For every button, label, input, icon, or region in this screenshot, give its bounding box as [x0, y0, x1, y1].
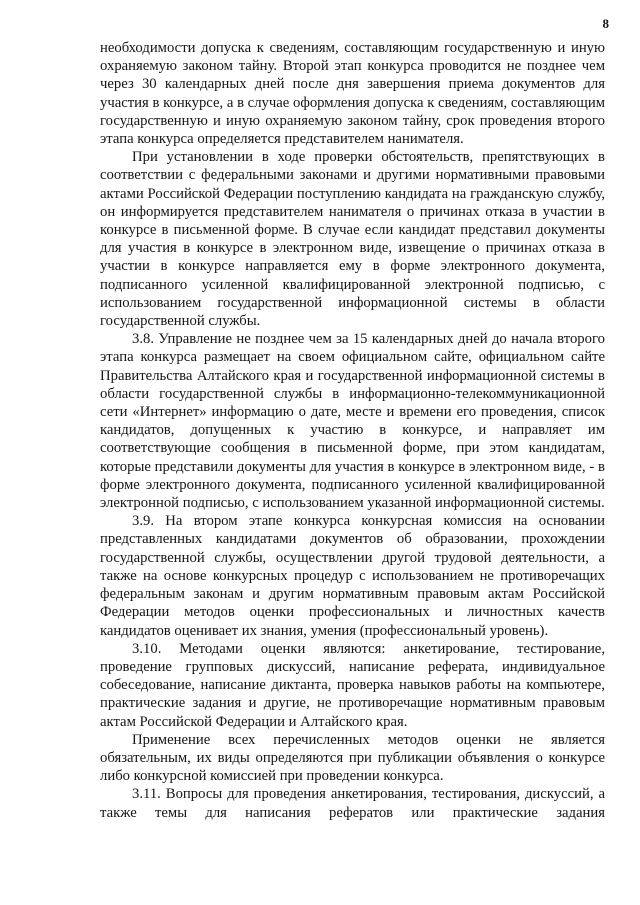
paragraph-3-10: 3.10. Методами оценки являются: анкетирование, тестирование, проведение групповых дискуссий, написание реферата, индивидуальное собеседование, написание диктанта, проверка навыков работы на компьютере, практические задания и другие, не противоречащие нормативным правовым актам Российской Федерации и Алтайского края.	[100, 640, 605, 730]
document-body	[100, 39, 605, 822]
paragraph-3-8: 3.8. Управление не позднее чем за 15 календарных дней до начала второго этапа конкурса размещает на своем официальном сайте, официальном сайте Правительства Алтайского края и государственной информационной системы в области государственной службы в информационно-телекоммуникационной сети «Интернет» информацию о дате, месте и времени его проведения, список кандидатов, допущенных к участию в конкурсе, и направляет им соответствующие сообщения в письменной форме, при этом кандидатам, которые представили документы для участия в конкурсе в электронном виде, - в форме электронного документа, подписанного усиленной квалифицированной электронной подписью, с использованием указанной информационной системы.	[100, 331, 605, 512]
page-number: 8	[602, 16, 609, 31]
paragraph-methods-application: Применение всех перечисленных методов оценки не является обязательным, их виды определяются при публикации объявления о конкурсе либо конкурсной комиссией при проведении конкурса.	[100, 731, 605, 785]
paragraph-refusal-notice: При установлении в ходе проверки обстоятельств, препятствующих в соответствии с федеральными законами и другими нормативными правовыми актами Российской Федерации поступлению кандидата на гражданскую службу, он информируется представителем нанимателя о причинах отказа в участии в конкурсе в письменной форме. В случае если кандидат представил документы для участия в конкурсе в электронном виде, извещение о причинах отказа в участии в конкурсе направляется ему в форме электронного документа, подписанного усиленной квалифицированной электронной подписью, с использованием государственной информационной системы в области государственной службы.	[100, 149, 605, 330]
paragraph-access-clearance: необходимости допуска к сведениям, составляющим государственную и иную охраняемую законом тайну. Второй этап конкурса проводится не позднее чем через 30 календарных дней после дня завершения приема документов для участия в конкурсе, а в случае оформления допуска к сведениям, составляющим государственную и иную охраняемую законом тайну, срок проведения второго этапа конкурса определяется представителем нанимателя.	[100, 40, 605, 148]
paragraph-3-11: 3.11. Вопросы для проведения анкетирования, тестирования, дискуссий, а также темы для написания рефератов или практические задания	[100, 786, 605, 821]
paragraph-3-9: 3.9. На втором этапе конкурса конкурсная комиссия на основании представленных кандидатами документов об образовании, прохождении государственной службы, осуществлении другой трудовой деятельности, а также на основе конкурсных процедур с использованием не противоречащих федеральным законам и другим нормативным правовым актам Российской Федерации методов оценки профессиональных и личностных качеств кандидатов оценивает их знания, умения (профессиональный уровень).	[100, 513, 605, 639]
